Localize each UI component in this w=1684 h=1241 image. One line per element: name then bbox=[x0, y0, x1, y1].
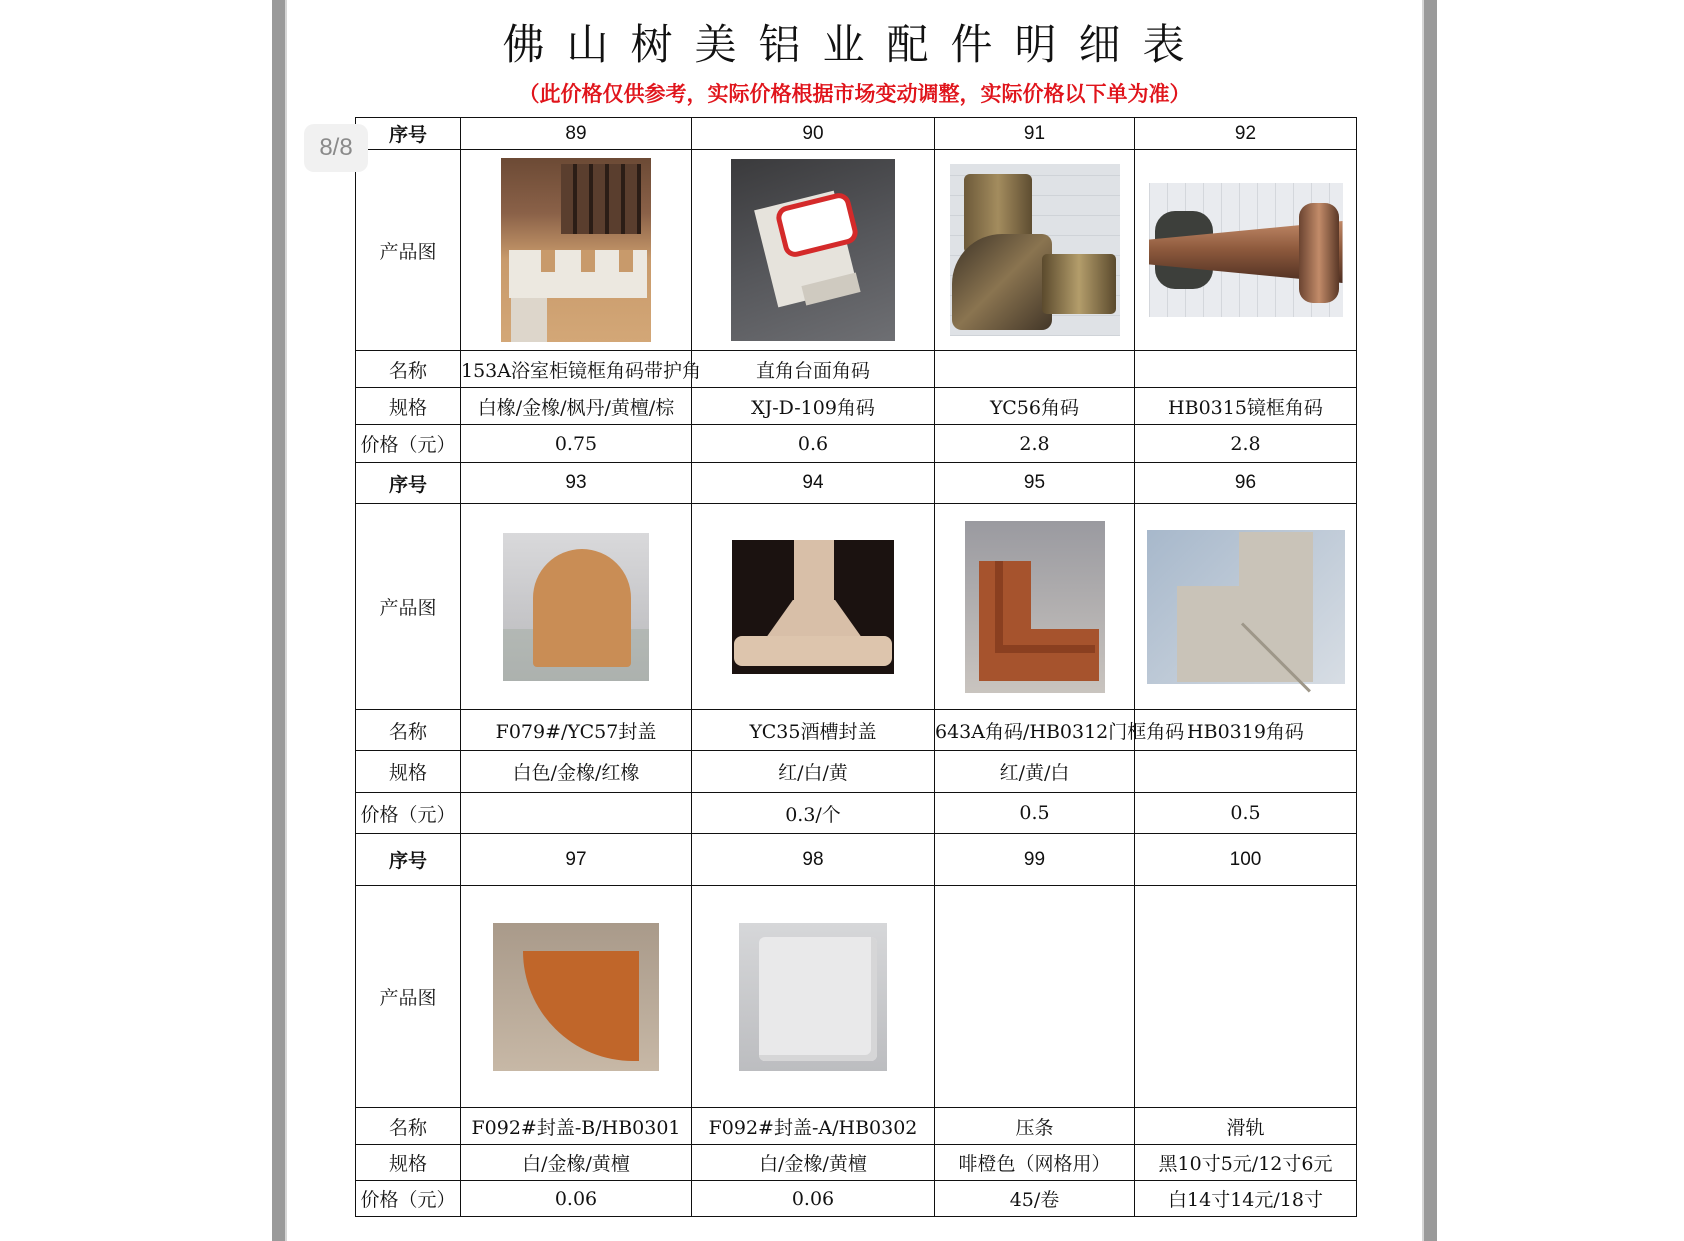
product-image-cell bbox=[692, 150, 935, 351]
viewer-gutter-left bbox=[272, 0, 285, 1241]
seq-cell: 97 bbox=[461, 834, 692, 886]
seq-row bbox=[356, 463, 1357, 504]
seq-cell: 99 bbox=[935, 834, 1135, 886]
price-cell: 2.8 bbox=[1135, 425, 1357, 463]
parts-table bbox=[355, 117, 1357, 1217]
white-corner-piece-photo bbox=[501, 158, 651, 342]
bronze-mirror-corner-photo bbox=[1149, 183, 1343, 317]
spec-cell: 红/黄/白 bbox=[935, 751, 1135, 793]
image-row bbox=[356, 504, 1357, 710]
name-cell: F092#封盖-A/HB0302 bbox=[692, 1108, 935, 1145]
price-cell: 0.5 bbox=[935, 793, 1135, 834]
spec-cell: YC56角码 bbox=[935, 388, 1135, 425]
name-row bbox=[356, 351, 1357, 388]
price-row bbox=[356, 793, 1357, 834]
name-cell bbox=[935, 351, 1135, 388]
white-square-cap-photo bbox=[739, 923, 887, 1071]
spec-cell: 白色/金橡/红橡 bbox=[461, 751, 692, 793]
spec-cell: HB0315镜框角码 bbox=[1135, 388, 1357, 425]
quarter-round-cap-photo bbox=[493, 923, 659, 1071]
price-cell: 45/卷 bbox=[935, 1181, 1135, 1217]
spec-label: 规格 bbox=[356, 751, 461, 793]
spec-row bbox=[356, 388, 1357, 425]
name-cell: 压条 bbox=[935, 1108, 1135, 1145]
price-cell: 0.6 bbox=[692, 425, 935, 463]
name-label: 名称 bbox=[356, 351, 461, 388]
seq-cell: 94 bbox=[692, 463, 935, 504]
page-title: 佛山树美铝业配件明细表 bbox=[502, 20, 1207, 69]
grey-l-corner-photo bbox=[1147, 530, 1345, 684]
name-cell: 153A浴室柜镜框角码带护角 bbox=[461, 351, 692, 388]
spec-cell: 红/白/黄 bbox=[692, 751, 935, 793]
page-indicator: 8/8 bbox=[304, 124, 368, 172]
right-angle-bracket-photo bbox=[731, 159, 895, 341]
product-image-cell bbox=[1135, 504, 1357, 710]
name-cell: HB0319角码 bbox=[1135, 710, 1357, 751]
price-cell bbox=[461, 793, 692, 834]
name-cell: 直角台面角码 bbox=[692, 351, 935, 388]
product-image-cell bbox=[935, 504, 1135, 710]
seq-cell: 98 bbox=[692, 834, 935, 886]
red-l-corner-photo bbox=[965, 521, 1105, 693]
name-cell bbox=[1135, 351, 1357, 388]
image-row bbox=[356, 886, 1357, 1108]
spec-cell: 白/金橡/黄檀 bbox=[692, 1145, 935, 1181]
price-cell: 0.06 bbox=[692, 1181, 935, 1217]
name-cell: F092#封盖-B/HB0301 bbox=[461, 1108, 692, 1145]
seq-row bbox=[356, 834, 1357, 886]
spec-cell: 白/金橡/黄檀 bbox=[461, 1145, 692, 1181]
spec-cell: XJ-D-109角码 bbox=[692, 388, 935, 425]
orange-end-cap-photo bbox=[503, 533, 649, 681]
image-label: 产品图 bbox=[356, 504, 461, 710]
spec-cell: 白橡/金橡/枫丹/黄檀/棕 bbox=[461, 388, 692, 425]
price-cell: 白14寸14元/18寸 bbox=[1135, 1181, 1357, 1217]
price-cell: 0.06 bbox=[461, 1181, 692, 1217]
spec-label: 规格 bbox=[356, 388, 461, 425]
seq-label: 序号 bbox=[356, 834, 461, 886]
t-shaped-cap-photo bbox=[732, 540, 894, 674]
spec-row bbox=[356, 751, 1357, 793]
name-row bbox=[356, 710, 1357, 751]
name-cell: 643A角码/HB0312门框角码 bbox=[935, 710, 1135, 751]
spec-row bbox=[356, 1145, 1357, 1181]
seq-cell: 90 bbox=[692, 118, 935, 150]
seq-cell: 92 bbox=[1135, 118, 1357, 150]
brass-corner-photo bbox=[950, 164, 1120, 336]
price-cell: 0.3/个 bbox=[692, 793, 935, 834]
name-label: 名称 bbox=[356, 710, 461, 751]
price-cell: 0.75 bbox=[461, 425, 692, 463]
price-row bbox=[356, 1181, 1357, 1217]
product-image-cell bbox=[692, 504, 935, 710]
spec-cell: 黑10寸5元/12寸6元 bbox=[1135, 1145, 1357, 1181]
price-row bbox=[356, 425, 1357, 463]
seq-cell: 100 bbox=[1135, 834, 1357, 886]
seq-label: 序号 bbox=[356, 118, 461, 150]
spec-cell: 啡橙色（网格用） bbox=[935, 1145, 1135, 1181]
name-row bbox=[356, 1108, 1357, 1145]
price-cell: 0.5 bbox=[1135, 793, 1357, 834]
viewer-gutter-right bbox=[1424, 0, 1437, 1241]
price-label: 价格（元） bbox=[356, 793, 461, 834]
seq-cell: 95 bbox=[935, 463, 1135, 504]
product-image-cell bbox=[1135, 150, 1357, 351]
product-image-cell bbox=[461, 886, 692, 1108]
name-cell: YC35酒槽封盖 bbox=[692, 710, 935, 751]
product-image-cell bbox=[935, 150, 1135, 351]
price-label: 价格（元） bbox=[356, 1181, 461, 1217]
seq-cell: 93 bbox=[461, 463, 692, 504]
name-cell: 滑轨 bbox=[1135, 1108, 1357, 1145]
name-label: 名称 bbox=[356, 1108, 461, 1145]
price-label: 价格（元） bbox=[356, 425, 461, 463]
seq-cell: 89 bbox=[461, 118, 692, 150]
price-disclaimer: （此价格仅供参考，实际价格根据市场变动调整，实际价格以下单为准） bbox=[518, 82, 1191, 106]
spec-cell bbox=[1135, 751, 1357, 793]
product-image-cell bbox=[692, 886, 935, 1108]
product-image-cell bbox=[461, 150, 692, 351]
image-label: 产品图 bbox=[356, 150, 461, 351]
seq-cell: 96 bbox=[1135, 463, 1357, 504]
spec-label: 规格 bbox=[356, 1145, 461, 1181]
product-image-cell bbox=[935, 886, 1135, 1108]
image-row bbox=[356, 150, 1357, 351]
seq-row bbox=[356, 118, 1357, 150]
seq-cell: 91 bbox=[935, 118, 1135, 150]
name-cell: F079#/YC57封盖 bbox=[461, 710, 692, 751]
product-image-cell bbox=[1135, 886, 1357, 1108]
image-label: 产品图 bbox=[356, 886, 461, 1108]
price-cell: 2.8 bbox=[935, 425, 1135, 463]
product-image-cell bbox=[461, 504, 692, 710]
seq-label: 序号 bbox=[356, 463, 461, 504]
